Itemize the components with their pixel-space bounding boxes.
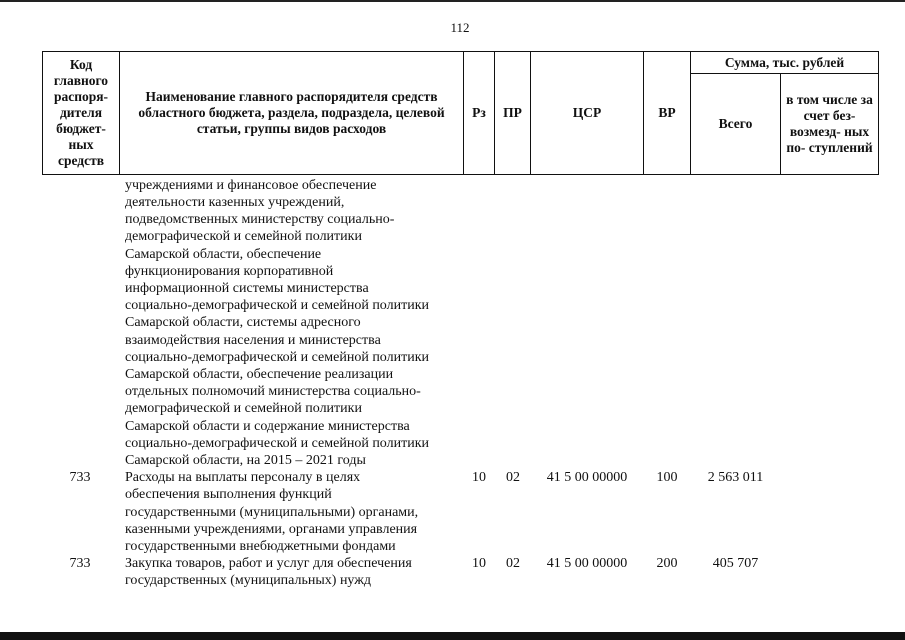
row-code: 733 <box>69 556 91 571</box>
header-csr-label: ЦСР <box>572 105 602 120</box>
header-csr <box>530 51 644 175</box>
header-name-label: Наименование главного распорядителя средств областного бюджета, раздела, подраздела, целевой статьи, группы видов расходов <box>138 89 445 136</box>
header-sum <box>690 51 879 74</box>
header-rz-label: Рз <box>472 105 486 120</box>
header-incl <box>780 73 879 175</box>
text-line: Самарской области и содержание министерства <box>125 419 410 434</box>
header-pr <box>494 51 531 175</box>
top-border <box>0 0 905 2</box>
row-rz: 10 <box>472 470 486 485</box>
row-vr: 100 <box>656 470 678 485</box>
text-line: взаимодействия населения и министерства <box>125 333 381 348</box>
header-incl-label: в том числе за счет без- возмезд- ных по- ступлений <box>786 92 873 155</box>
text-line: демографической и семейной политики <box>125 229 362 244</box>
row-pr: 02 <box>506 556 520 571</box>
row-csr: 41 5 00 00000 <box>546 556 628 571</box>
text-line: социально-демографической и семейной политики <box>125 298 430 313</box>
row-total: 405 707 <box>712 556 759 571</box>
row-name-line: государственными (муниципальными) органами, <box>125 505 419 520</box>
text-line: подведомственных министерству социально- <box>125 212 395 227</box>
header-vr <box>643 51 691 175</box>
row-name-line: Расходы на выплаты персоналу в целях <box>125 470 361 485</box>
row-name-line: обеспечения выполнения функций <box>125 487 332 502</box>
header-code <box>42 51 120 175</box>
text-line: деятельности казенных учреждений, <box>125 195 345 210</box>
bottom-border <box>0 632 905 640</box>
text-line: социально-демографической и семейной политики <box>125 436 430 451</box>
header-total-label: Всего <box>718 116 753 131</box>
header-name <box>119 51 464 175</box>
row-vr: 200 <box>656 556 678 571</box>
row-csr: 41 5 00 00000 <box>546 470 628 485</box>
header-pr-label: ПР <box>503 105 522 120</box>
header-vr-label: ВР <box>658 105 676 120</box>
row-name-line: государственными внебюджетными фондами <box>125 539 396 554</box>
text-line: отдельных полномочий министерства социально- <box>125 384 421 399</box>
row-code: 733 <box>69 470 91 485</box>
text-line: Самарской области, обеспечение реализации <box>125 367 394 382</box>
header-sum-label: Сумма, тыс. рублей <box>724 54 845 70</box>
row-name-line: казенными учреждениями, органами управления <box>125 522 418 537</box>
row-name-line: государственных (муниципальных) нужд <box>125 573 372 588</box>
row-total: 2 563 011 <box>707 470 764 485</box>
text-line: демографической и семейной политики <box>125 401 362 416</box>
text-line: социально-демографической и семейной политики <box>125 350 430 365</box>
header-code-label: Код главного распоря- дителя бюджет- ных средств <box>53 57 109 168</box>
text-line: Самарской области, системы адресного <box>125 315 361 330</box>
row-rz: 10 <box>472 556 486 571</box>
text-line: Самарской области, на 2015 – 2021 годы <box>125 453 366 468</box>
row-pr: 02 <box>506 470 520 485</box>
header-rz <box>463 51 495 175</box>
text-line: учреждениями и финансовое обеспечение <box>125 178 377 193</box>
page-number: 112 <box>450 20 470 35</box>
row-name-line: Закупка товаров, работ и услуг для обеспечения <box>125 556 412 571</box>
text-line: функционирования корпоративной <box>125 264 334 279</box>
text-line: Самарской области, обеспечение <box>125 247 322 262</box>
text-line: информационной системы министерства <box>125 281 369 296</box>
header-total <box>690 73 781 175</box>
